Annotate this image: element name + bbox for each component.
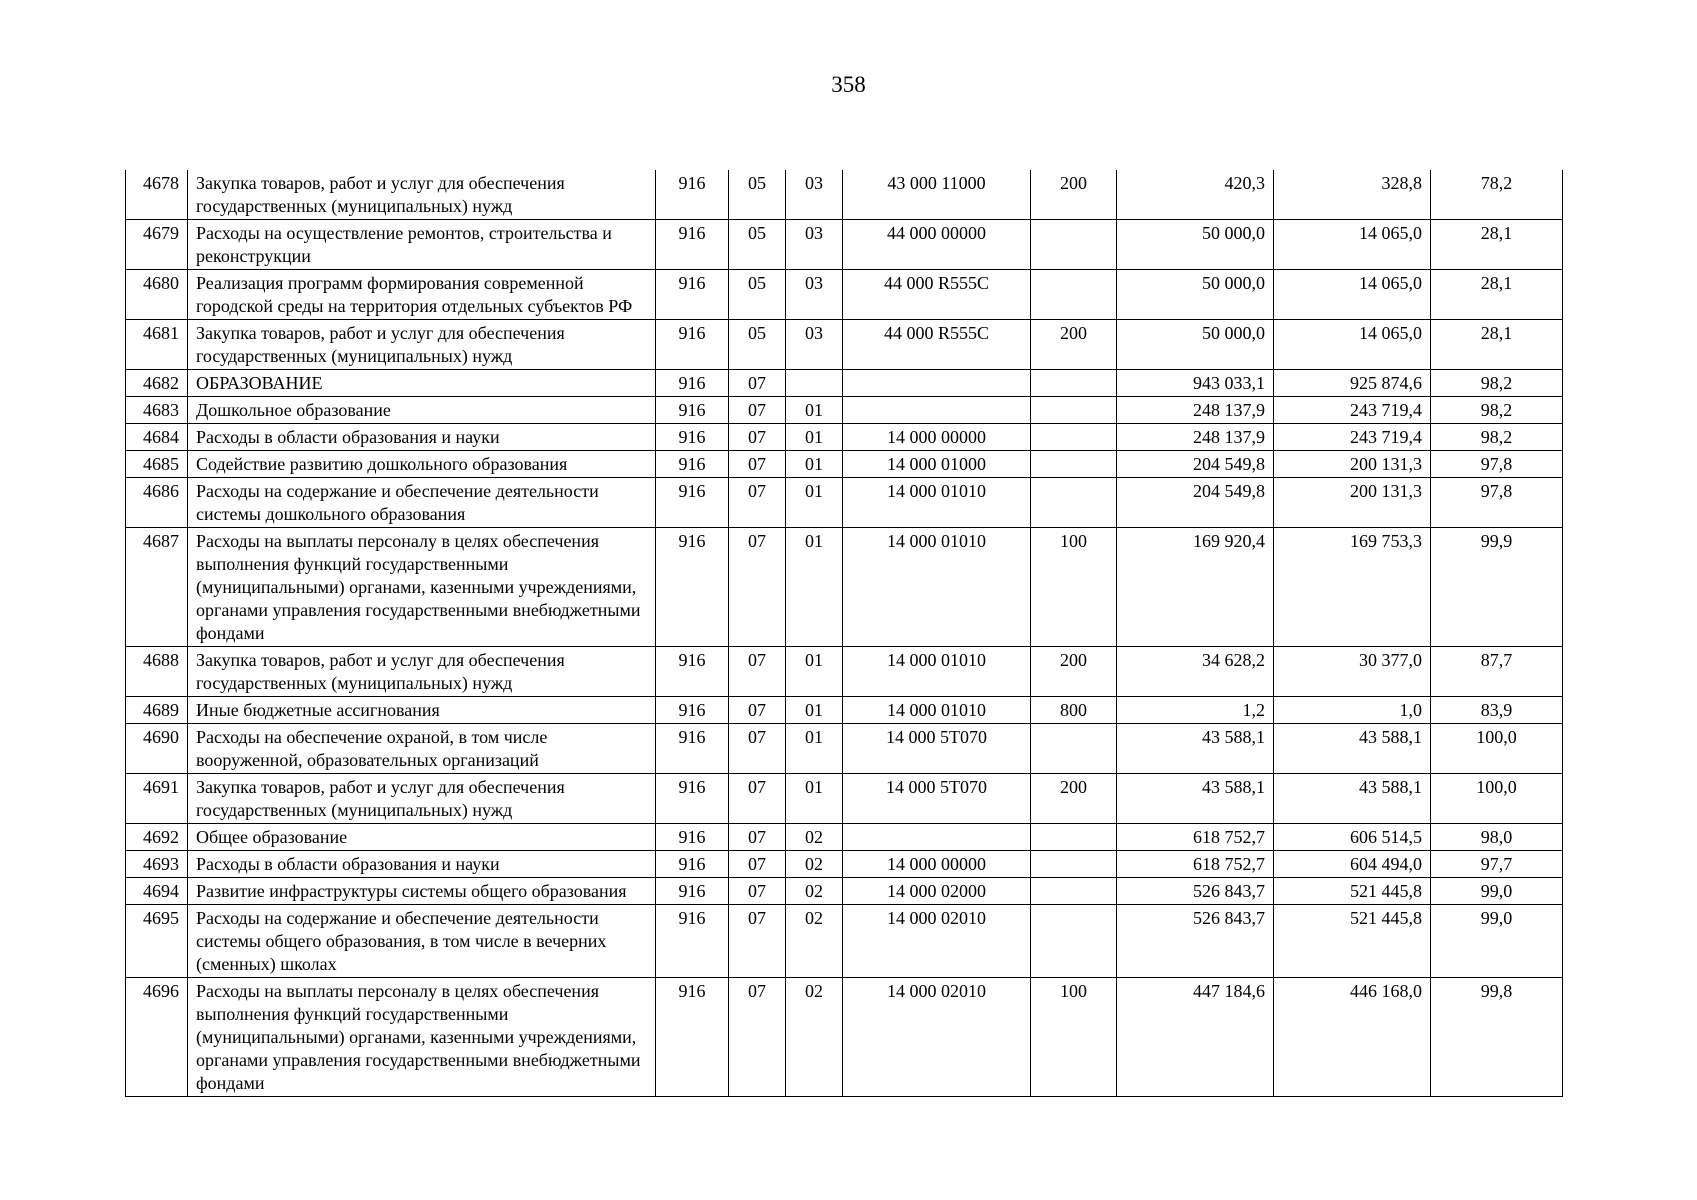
- subsection-code-cell: 02: [786, 878, 843, 905]
- executed-amount-cell: 14 065,0: [1274, 320, 1431, 370]
- row-number-cell: 4693: [126, 851, 188, 878]
- expense-name-cell: Расходы на выплаты персоналу в целях обеспечения выполнения функций государственными (муниципальными) органами, казенными учреждениями, органами управления государственными внебюджетными фондами: [188, 528, 656, 647]
- executed-amount-cell: 30 377,0: [1274, 647, 1431, 697]
- row-number-cell: 4685: [126, 451, 188, 478]
- section-code-cell: 07: [729, 724, 786, 774]
- row-number-cell: 4696: [126, 978, 188, 1097]
- expense-name-cell: Реализация программ формирования современной городской среды на территория отдельных субъектов РФ: [188, 270, 656, 320]
- expense-type-cell: [1031, 878, 1117, 905]
- section-code-cell: 07: [729, 528, 786, 647]
- subsection-code-cell: 02: [786, 851, 843, 878]
- planned-amount-cell: 420,3: [1117, 170, 1274, 220]
- table-row: [126, 397, 1563, 424]
- planned-amount-cell: 1,2: [1117, 697, 1274, 724]
- table-row: [126, 451, 1563, 478]
- expense-type-cell: 100: [1031, 528, 1117, 647]
- executed-amount-cell: 606 514,5: [1274, 824, 1431, 851]
- planned-amount-cell: 204 549,8: [1117, 478, 1274, 528]
- ministry-code-cell: 916: [656, 824, 729, 851]
- ministry-code-cell: 916: [656, 397, 729, 424]
- planned-amount-cell: 248 137,9: [1117, 424, 1274, 451]
- planned-amount-cell: 50 000,0: [1117, 270, 1274, 320]
- section-code-cell: 07: [729, 774, 786, 824]
- expense-type-cell: 200: [1031, 170, 1117, 220]
- execution-percent-cell: 99,0: [1431, 878, 1563, 905]
- execution-percent-cell: 98,2: [1431, 370, 1563, 397]
- expense-type-cell: [1031, 397, 1117, 424]
- section-code-cell: 07: [729, 851, 786, 878]
- expense-name-cell: Закупка товаров, работ и услуг для обеспечения государственных (муниципальных) нужд: [188, 774, 656, 824]
- expense-name-cell: Закупка товаров, работ и услуг для обеспечения государственных (муниципальных) нужд: [188, 647, 656, 697]
- ministry-code-cell: 916: [656, 424, 729, 451]
- section-code-cell: 07: [729, 697, 786, 724]
- section-code-cell: 07: [729, 905, 786, 978]
- target-article-cell: [843, 824, 1031, 851]
- executed-amount-cell: 243 719,4: [1274, 397, 1431, 424]
- expense-name-cell: Расходы в области образования и науки: [188, 424, 656, 451]
- ministry-code-cell: 916: [656, 528, 729, 647]
- expense-name-cell: Расходы на осуществление ремонтов, строительства и реконструкции: [188, 220, 656, 270]
- ministry-code-cell: 916: [656, 851, 729, 878]
- planned-amount-cell: 50 000,0: [1117, 320, 1274, 370]
- subsection-code-cell: 02: [786, 824, 843, 851]
- subsection-code-cell: 01: [786, 424, 843, 451]
- planned-amount-cell: 618 752,7: [1117, 851, 1274, 878]
- table-row: [126, 697, 1563, 724]
- row-number-cell: 4695: [126, 905, 188, 978]
- subsection-code-cell: 01: [786, 478, 843, 528]
- expense-type-cell: [1031, 851, 1117, 878]
- expense-name-cell: Закупка товаров, работ и услуг для обеспечения государственных (муниципальных) нужд: [188, 170, 656, 220]
- row-number-cell: 4679: [126, 220, 188, 270]
- ministry-code-cell: 916: [656, 170, 729, 220]
- table-row: [126, 220, 1563, 270]
- row-number-cell: 4684: [126, 424, 188, 451]
- subsection-code-cell: [786, 370, 843, 397]
- executed-amount-cell: 14 065,0: [1274, 220, 1431, 270]
- executed-amount-cell: 14 065,0: [1274, 270, 1431, 320]
- expense-type-cell: [1031, 370, 1117, 397]
- ministry-code-cell: 916: [656, 320, 729, 370]
- subsection-code-cell: 01: [786, 724, 843, 774]
- subsection-code-cell: 01: [786, 397, 843, 424]
- planned-amount-cell: 447 184,6: [1117, 978, 1274, 1097]
- execution-percent-cell: 98,0: [1431, 824, 1563, 851]
- row-number-cell: 4691: [126, 774, 188, 824]
- subsection-code-cell: 02: [786, 978, 843, 1097]
- table-row: [126, 647, 1563, 697]
- expense-name-cell: Закупка товаров, работ и услуг для обеспечения государственных (муниципальных) нужд: [188, 320, 656, 370]
- executed-amount-cell: 200 131,3: [1274, 478, 1431, 528]
- executed-amount-cell: 200 131,3: [1274, 451, 1431, 478]
- ministry-code-cell: 916: [656, 905, 729, 978]
- ministry-code-cell: 916: [656, 978, 729, 1097]
- execution-percent-cell: 99,8: [1431, 978, 1563, 1097]
- subsection-code-cell: 01: [786, 528, 843, 647]
- planned-amount-cell: 943 033,1: [1117, 370, 1274, 397]
- subsection-code-cell: 01: [786, 774, 843, 824]
- table-row: [126, 878, 1563, 905]
- execution-percent-cell: 98,2: [1431, 424, 1563, 451]
- executed-amount-cell: 43 588,1: [1274, 724, 1431, 774]
- expense-type-cell: 100: [1031, 978, 1117, 1097]
- executed-amount-cell: 446 168,0: [1274, 978, 1431, 1097]
- section-code-cell: 07: [729, 424, 786, 451]
- executed-amount-cell: 1,0: [1274, 697, 1431, 724]
- subsection-code-cell: 01: [786, 697, 843, 724]
- planned-amount-cell: 248 137,9: [1117, 397, 1274, 424]
- target-article-cell: [843, 397, 1031, 424]
- table-row: [126, 424, 1563, 451]
- ministry-code-cell: 916: [656, 878, 729, 905]
- section-code-cell: 05: [729, 270, 786, 320]
- execution-percent-cell: 28,1: [1431, 220, 1563, 270]
- expense-name-cell: Иные бюджетные ассигнования: [188, 697, 656, 724]
- row-number-cell: 4680: [126, 270, 188, 320]
- execution-percent-cell: 100,0: [1431, 724, 1563, 774]
- target-article-cell: 44 000 R555C: [843, 270, 1031, 320]
- execution-percent-cell: 100,0: [1431, 774, 1563, 824]
- executed-amount-cell: 521 445,8: [1274, 878, 1431, 905]
- expense-type-cell: 200: [1031, 647, 1117, 697]
- section-code-cell: 07: [729, 824, 786, 851]
- target-article-cell: 14 000 02010: [843, 905, 1031, 978]
- row-number-cell: 4688: [126, 647, 188, 697]
- expense-name-cell: Дошкольное образование: [188, 397, 656, 424]
- section-code-cell: 07: [729, 370, 786, 397]
- target-article-cell: 14 000 00000: [843, 424, 1031, 451]
- planned-amount-cell: 618 752,7: [1117, 824, 1274, 851]
- section-code-cell: 07: [729, 647, 786, 697]
- target-article-cell: 14 000 01010: [843, 697, 1031, 724]
- table-row: [126, 320, 1563, 370]
- row-number-cell: 4692: [126, 824, 188, 851]
- table-row: [126, 170, 1563, 220]
- executed-amount-cell: 604 494,0: [1274, 851, 1431, 878]
- target-article-cell: 14 000 00000: [843, 851, 1031, 878]
- expense-type-cell: 800: [1031, 697, 1117, 724]
- subsection-code-cell: 03: [786, 320, 843, 370]
- page-number: 358: [831, 72, 866, 97]
- execution-percent-cell: 78,2: [1431, 170, 1563, 220]
- target-article-cell: 14 000 01010: [843, 478, 1031, 528]
- execution-percent-cell: 97,8: [1431, 451, 1563, 478]
- row-number-cell: 4682: [126, 370, 188, 397]
- section-code-cell: 07: [729, 397, 786, 424]
- row-number-cell: 4694: [126, 878, 188, 905]
- section-code-cell: 05: [729, 170, 786, 220]
- subsection-code-cell: 01: [786, 451, 843, 478]
- execution-percent-cell: 87,7: [1431, 647, 1563, 697]
- target-article-cell: [843, 370, 1031, 397]
- execution-percent-cell: 28,1: [1431, 270, 1563, 320]
- expense-type-cell: 200: [1031, 320, 1117, 370]
- row-number-cell: 4687: [126, 528, 188, 647]
- subsection-code-cell: 01: [786, 647, 843, 697]
- expense-type-cell: 200: [1031, 774, 1117, 824]
- execution-percent-cell: 99,9: [1431, 528, 1563, 647]
- ministry-code-cell: 916: [656, 697, 729, 724]
- section-code-cell: 07: [729, 478, 786, 528]
- expense-name-cell: Общее образование: [188, 824, 656, 851]
- table-row: [126, 851, 1563, 878]
- executed-amount-cell: 43 588,1: [1274, 774, 1431, 824]
- row-number-cell: 4689: [126, 697, 188, 724]
- expense-name-cell: Развитие инфраструктуры системы общего образования: [188, 878, 656, 905]
- subsection-code-cell: 02: [786, 905, 843, 978]
- planned-amount-cell: 526 843,7: [1117, 905, 1274, 978]
- expense-type-cell: [1031, 824, 1117, 851]
- ministry-code-cell: 916: [656, 647, 729, 697]
- row-number-cell: 4681: [126, 320, 188, 370]
- row-number-cell: 4678: [126, 170, 188, 220]
- executed-amount-cell: 328,8: [1274, 170, 1431, 220]
- expense-name-cell: Расходы в области образования и науки: [188, 851, 656, 878]
- target-article-cell: 14 000 02010: [843, 978, 1031, 1097]
- executed-amount-cell: 521 445,8: [1274, 905, 1431, 978]
- table-row: [126, 978, 1563, 1097]
- planned-amount-cell: 204 549,8: [1117, 451, 1274, 478]
- expense-name-cell: ОБРАЗОВАНИЕ: [188, 370, 656, 397]
- section-code-cell: 07: [729, 451, 786, 478]
- section-code-cell: 05: [729, 220, 786, 270]
- expense-type-cell: [1031, 220, 1117, 270]
- ministry-code-cell: 916: [656, 774, 729, 824]
- execution-percent-cell: 97,8: [1431, 478, 1563, 528]
- expense-name-cell: Расходы на содержание и обеспечение деятельности системы общего образования, в том числе в вечерних (сменных) школах: [188, 905, 656, 978]
- target-article-cell: 14 000 02000: [843, 878, 1031, 905]
- expense-name-cell: Расходы на содержание и обеспечение деятельности системы дошкольного образования: [188, 478, 656, 528]
- execution-percent-cell: 98,2: [1431, 397, 1563, 424]
- expense-name-cell: Содействие развитию дошкольного образования: [188, 451, 656, 478]
- ministry-code-cell: 916: [656, 270, 729, 320]
- expense-type-cell: [1031, 478, 1117, 528]
- table-row: [126, 905, 1563, 978]
- table-row: [126, 478, 1563, 528]
- ministry-code-cell: 916: [656, 451, 729, 478]
- expense-type-cell: [1031, 905, 1117, 978]
- planned-amount-cell: 50 000,0: [1117, 220, 1274, 270]
- execution-percent-cell: 28,1: [1431, 320, 1563, 370]
- executed-amount-cell: 169 753,3: [1274, 528, 1431, 647]
- table-row: [126, 370, 1563, 397]
- expense-type-cell: [1031, 451, 1117, 478]
- expense-type-cell: [1031, 424, 1117, 451]
- executed-amount-cell: 925 874,6: [1274, 370, 1431, 397]
- executed-amount-cell: 243 719,4: [1274, 424, 1431, 451]
- expense-type-cell: [1031, 270, 1117, 320]
- planned-amount-cell: 34 628,2: [1117, 647, 1274, 697]
- target-article-cell: 14 000 01010: [843, 528, 1031, 647]
- target-article-cell: 14 000 5T070: [843, 774, 1031, 824]
- planned-amount-cell: 169 920,4: [1117, 528, 1274, 647]
- execution-percent-cell: 83,9: [1431, 697, 1563, 724]
- row-number-cell: 4690: [126, 724, 188, 774]
- execution-percent-cell: 99,0: [1431, 905, 1563, 978]
- ministry-code-cell: 916: [656, 478, 729, 528]
- target-article-cell: 14 000 01010: [843, 647, 1031, 697]
- target-article-cell: 44 000 00000: [843, 220, 1031, 270]
- planned-amount-cell: 43 588,1: [1117, 724, 1274, 774]
- row-number-cell: 4683: [126, 397, 188, 424]
- ministry-code-cell: 916: [656, 370, 729, 397]
- target-article-cell: 14 000 5T070: [843, 724, 1031, 774]
- table-row: [126, 724, 1563, 774]
- expense-name-cell: Расходы на выплаты персоналу в целях обеспечения выполнения функций государственными (муниципальными) органами, казенными учреждениями, органами управления государственными внебюджетными фондами: [188, 978, 656, 1097]
- planned-amount-cell: 526 843,7: [1117, 878, 1274, 905]
- expense-name-cell: Расходы на обеспечение охраной, в том числе вооруженной, образовательных организаций: [188, 724, 656, 774]
- subsection-code-cell: 03: [786, 220, 843, 270]
- budget-table: [125, 170, 1563, 1097]
- target-article-cell: 43 000 11000: [843, 170, 1031, 220]
- table-row: [126, 270, 1563, 320]
- section-code-cell: 07: [729, 878, 786, 905]
- table-row: [126, 528, 1563, 647]
- table-row: [126, 824, 1563, 851]
- target-article-cell: 14 000 01000: [843, 451, 1031, 478]
- execution-percent-cell: 97,7: [1431, 851, 1563, 878]
- planned-amount-cell: 43 588,1: [1117, 774, 1274, 824]
- table-body: [126, 170, 1563, 1097]
- subsection-code-cell: 03: [786, 170, 843, 220]
- ministry-code-cell: 916: [656, 724, 729, 774]
- expense-type-cell: [1031, 724, 1117, 774]
- section-code-cell: 05: [729, 320, 786, 370]
- section-code-cell: 07: [729, 978, 786, 1097]
- table-row: [126, 774, 1563, 824]
- row-number-cell: 4686: [126, 478, 188, 528]
- subsection-code-cell: 03: [786, 270, 843, 320]
- target-article-cell: 44 000 R555C: [843, 320, 1031, 370]
- ministry-code-cell: 916: [656, 220, 729, 270]
